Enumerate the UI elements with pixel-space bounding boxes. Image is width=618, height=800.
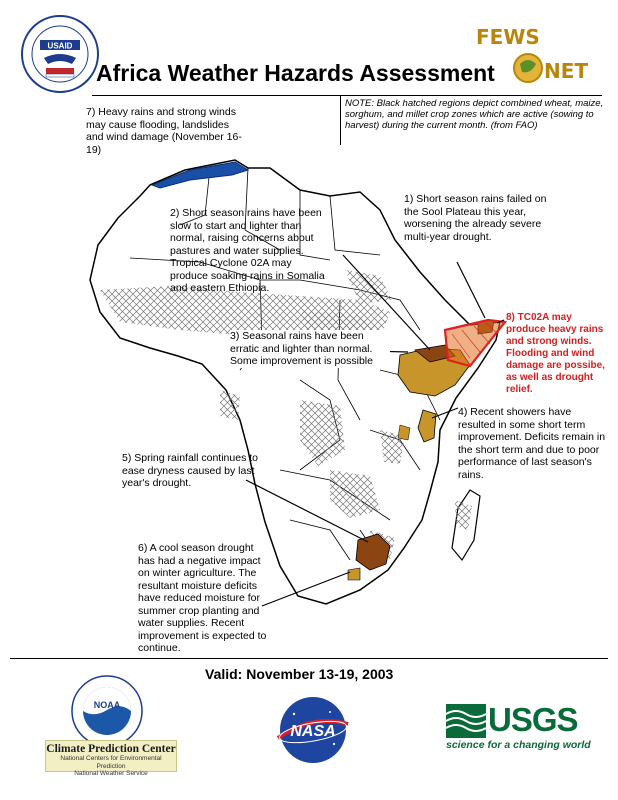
callout-1-sool-plateau: 1) Short season rains failed on the Sool Plateau this year, worsening the already severe multi-year drought.	[404, 193, 547, 243]
callout-8-cyclone: 8) TC02A may produce heavy rains and strong winds. Flooding and wind damage are possibe, as well as drought relief.	[506, 312, 605, 395]
callout-4-recent-showers: 4) Recent showers have resulted in some short term improvement. Deficits remain in the short term and due to poor performance of last season's rains.	[458, 406, 606, 481]
callout-3-erratic-rains: 3) Seasonal rains have been erratic and lighter than normal. Some improvement is possible	[230, 330, 390, 368]
usaid-label: USAID	[47, 41, 73, 51]
cpc-sub2: National Weather Service	[74, 770, 148, 777]
usgs-tagline: science for a changing world	[446, 739, 591, 751]
page-title: Africa Weather Hazards Assessment	[96, 60, 495, 86]
callout-5-spring-rainfall: 5) Spring rainfall continues to ease dryness caused by last year's drought.	[122, 452, 258, 489]
footer-divider	[10, 658, 608, 659]
nasa-logo	[272, 694, 354, 766]
cpc-logo	[45, 740, 177, 777]
cpc-sub1: National Centers for Environmental Prediction	[60, 755, 162, 770]
dry-region-inland	[398, 425, 410, 440]
fews-top-label: FEWS	[476, 25, 540, 49]
noaa-label: NOAA	[93, 700, 121, 710]
callout-6-cool-season-drought: 6) A cool season drought has had a negative impact on winter agriculture. The resultant moisture deficits have reduced moisture for summer crop planting and water supplies. Recent improvement is expected to continue.	[138, 542, 267, 654]
usgs-logo-mark	[446, 704, 486, 738]
crop-zone-note: NOTE: Black hatched regions depict combined wheat, maize, sorghum, and millet crop zones which are active (sowing to harvest) during the current month. (from FAO)	[345, 98, 604, 131]
fews-bottom-label: NET	[544, 59, 589, 83]
cpc-title: Climate Prediction Center	[46, 743, 176, 755]
dry-region-southern-small	[348, 568, 360, 580]
callout-7-flood: 7) Heavy rains and strong winds may cause flooding, landslides and wind damage (November 16-19)	[86, 106, 242, 156]
nasa-label: NASA	[290, 723, 336, 740]
valid-dates: Valid: November 13-19, 2003	[205, 666, 394, 682]
callout-2-short-season: 2) Short season rains have been slow to start and lighter than normal, raising concerns about pastures and water supplies. Tropical Cyclone 02A may produce soaking rains in Somalia and eastern Ethiopia.	[170, 207, 325, 294]
noaa-logo	[70, 674, 144, 748]
usgs-label: USGS	[488, 701, 578, 738]
